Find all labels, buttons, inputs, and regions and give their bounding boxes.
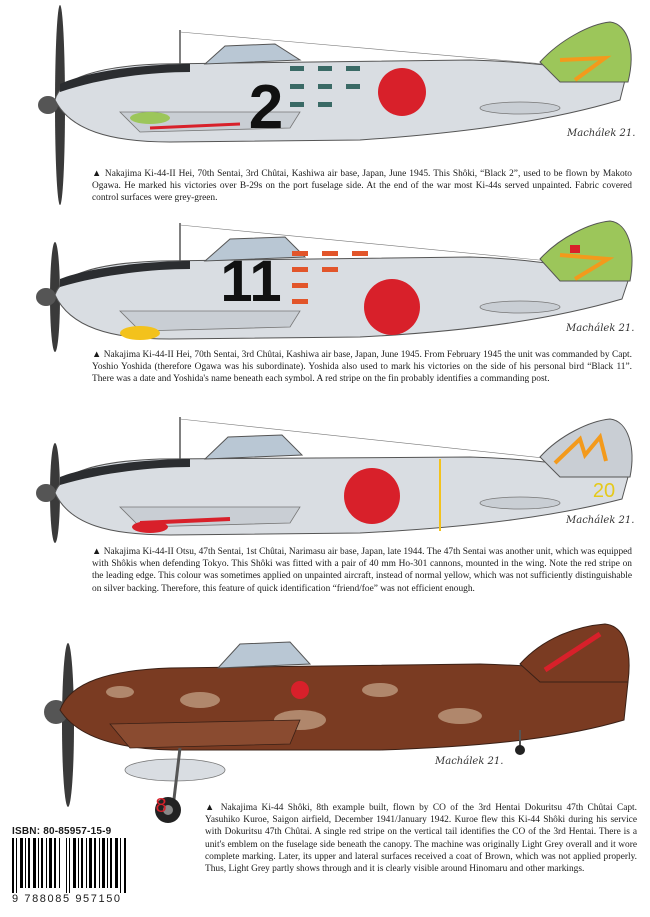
barcode-number: 9 788085 957150 bbox=[12, 893, 122, 905]
artist-signature: Machálek 21. bbox=[567, 128, 636, 139]
artist-signature: Machálek 21. bbox=[435, 756, 504, 767]
caption: ▲ Nakajima Ki-44-II Otsu, 47th Sentai, 1st Chûtai, Narimasu air base, Japan, late 1944. The 47th Sentai was another unit, which was equipped with Shôkis when defending Tokyo. This Shôki was fitted with a pair of 40 mm Ho-301 cannons, mounted in the wing. Note the red stripe on the leading edge. This colour was sometimes applied on unpainted aircraft, instead of normal yellow, which was not sufficiently distinguishable on silver backing. Therefore, this feature of quick identification “friend/foe” was not efficient enough. bbox=[92, 547, 632, 594]
fuselage-number bbox=[216, 245, 286, 315]
fuselage-number bbox=[146, 790, 176, 820]
fuselage-number-text: 11 bbox=[220, 249, 282, 314]
plate-1 bbox=[0, 0, 650, 215]
barcode bbox=[10, 838, 130, 893]
fuselage-number-text: 2 bbox=[248, 73, 284, 140]
fuselage-number-text: 8 bbox=[155, 795, 167, 817]
caption: ▲ Nakajima Ki-44-II Hei, 70th Sentai, 3rd Chûtai, Kashiwa air base, Japan, June 1945. From February 1945 the unit was commanded by Capt. Yoshio Yoshida (therefore Ogawa was his subordinate). Yoshida also used to mark his victories on the side of his personal bird “Black 11”. There was a date and Yoshida's name beneath each symbol. A red stripe on the fin probably identifies a commanding post. bbox=[92, 350, 632, 385]
fuselage-number-text: 20 bbox=[592, 480, 616, 502]
fuselage-number bbox=[584, 475, 624, 505]
plate-2 bbox=[0, 215, 650, 420]
caption: ▲ Nakajima Ki-44 Shôki, 8th example built, flown by CO of the 3rd Hentai Dokuritsu 47th Chûtai Capt. Yasuhiko Kuroe, Saigon airfield, December 1941/January 1942. Kuroe flew this Ki-44 Shôki during his service with Dokuritsu 47th Chûtai. A single red stripe on the vertical tail identifies the CO of the 3rd Hentai. There is a unit's emblem on the fuselage side beneath the canopy. The machine was originally Light Grey overall and it wore complete marking. Later, its upper and lateral surfaces received a coat of Brown, which was not applied properly. Thus, Light Grey partly shows through and it is clearly visible around Hinomaru and other markings. bbox=[205, 803, 637, 875]
aircraft-profile-black-11 bbox=[0, 215, 650, 420]
plate-3 bbox=[0, 415, 650, 615]
fuselage-number bbox=[236, 70, 296, 140]
caption: ▲ Nakajima Ki-44-II Hei, 70th Sentai, 3rd Chûtai, Kashiwa air base, Japan, June 1945. This Shôki, “Black 2”, used to be flown by Makoto Ogawa. He marked his victories over B-29s on the port fuselage side. At the end of the war most Ki-44s served unpainted. Fabric covered control surfaces were grey-green. bbox=[92, 169, 632, 204]
artist-signature: Machálek 21. bbox=[566, 515, 635, 526]
artist-signature: Machálek 21. bbox=[566, 323, 635, 334]
isbn-label: ISBN: 80-85957-15-9 bbox=[12, 826, 112, 837]
